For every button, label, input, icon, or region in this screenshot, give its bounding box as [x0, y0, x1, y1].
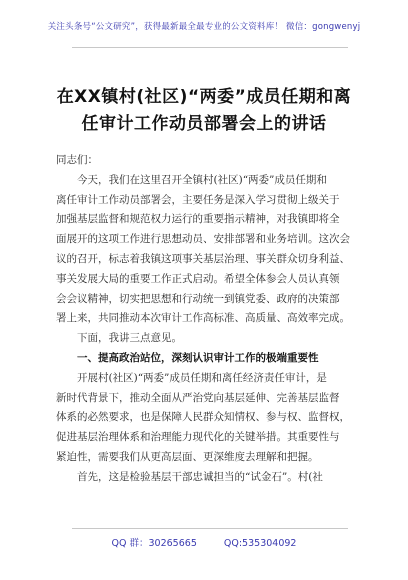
section-heading: 一、提高政治站位，深刻认识审计工作的极端重要性 — [56, 351, 319, 364]
paragraph-line: 会会议精神，切实把思想和行动统一到镇党委、政府的决策部 — [56, 292, 340, 305]
paragraph-line: 紧迫性，需要我们从更高层面、更深维度去理解和把握。 — [56, 450, 319, 463]
paragraph-line: 面展开的这项工作进行思想动员、安排部署和业务培训。这次会 — [56, 233, 350, 246]
footer-qq-contact: QQ:535304092 — [223, 538, 297, 549]
paragraph-line: 促进基层治理体系和治理能力现代化的关键举措。其重要性与 — [56, 431, 340, 444]
paragraph-line: 署上来，共同推动本次审计工作高标准、高质量、高效率完成。 — [56, 312, 350, 325]
paragraph-line: 今天，我们在这里召开全镇村(社区)“两委”成员任期和 — [56, 173, 327, 186]
salutation: 同志们： — [56, 154, 98, 166]
paragraph-line: 新时代背景下，推动全面从严治党向基层延伸、完善基层监督 — [56, 391, 340, 404]
footer — [0, 535, 408, 549]
paragraph-line: 下面，我讲三点意见。 — [56, 332, 182, 345]
header-promo-note: 关注头条号“公文研究”，获得最新最全最专业的公文资料库！ 微信：gongwenyj — [47, 22, 361, 32]
paragraph-line: 首先，这是检验基层干部忠诚担当的“试金石”。村(社 — [56, 470, 323, 483]
paragraph-line: 开展村(社区)“两委”成员任期和离任经济责任审计，是 — [56, 371, 327, 384]
paragraph-line: 加强基层监督和规范权力运行的重要指示精神，对我镇即将全 — [56, 213, 340, 226]
footer-divider — [72, 528, 348, 529]
paragraph-line: 议的召开，标志着我镇这项事关基层治理、事关群众切身利益、 — [56, 252, 350, 265]
paragraph-line: 事关发展大局的重要工作正式启动。希望全体参会人员认真领 — [56, 272, 340, 285]
paragraph-line: 体系的必然要求，也是保障人民群众知情权、参与权、监督权， — [56, 411, 350, 424]
document-title-line-1: 在XX镇村(社区)“两委”成员任期和离 — [56, 87, 352, 107]
footer-qq-group: QQ 群：30265665 — [111, 538, 197, 549]
document-title-line-2: 任审计工作动员部署会上的讲话 — [81, 114, 327, 134]
header-divider — [72, 47, 348, 48]
paragraph-line: 离任审计工作动员部署会，主要任务是深入学习贯彻上级关于 — [56, 193, 340, 206]
document-body — [56, 151, 356, 488]
